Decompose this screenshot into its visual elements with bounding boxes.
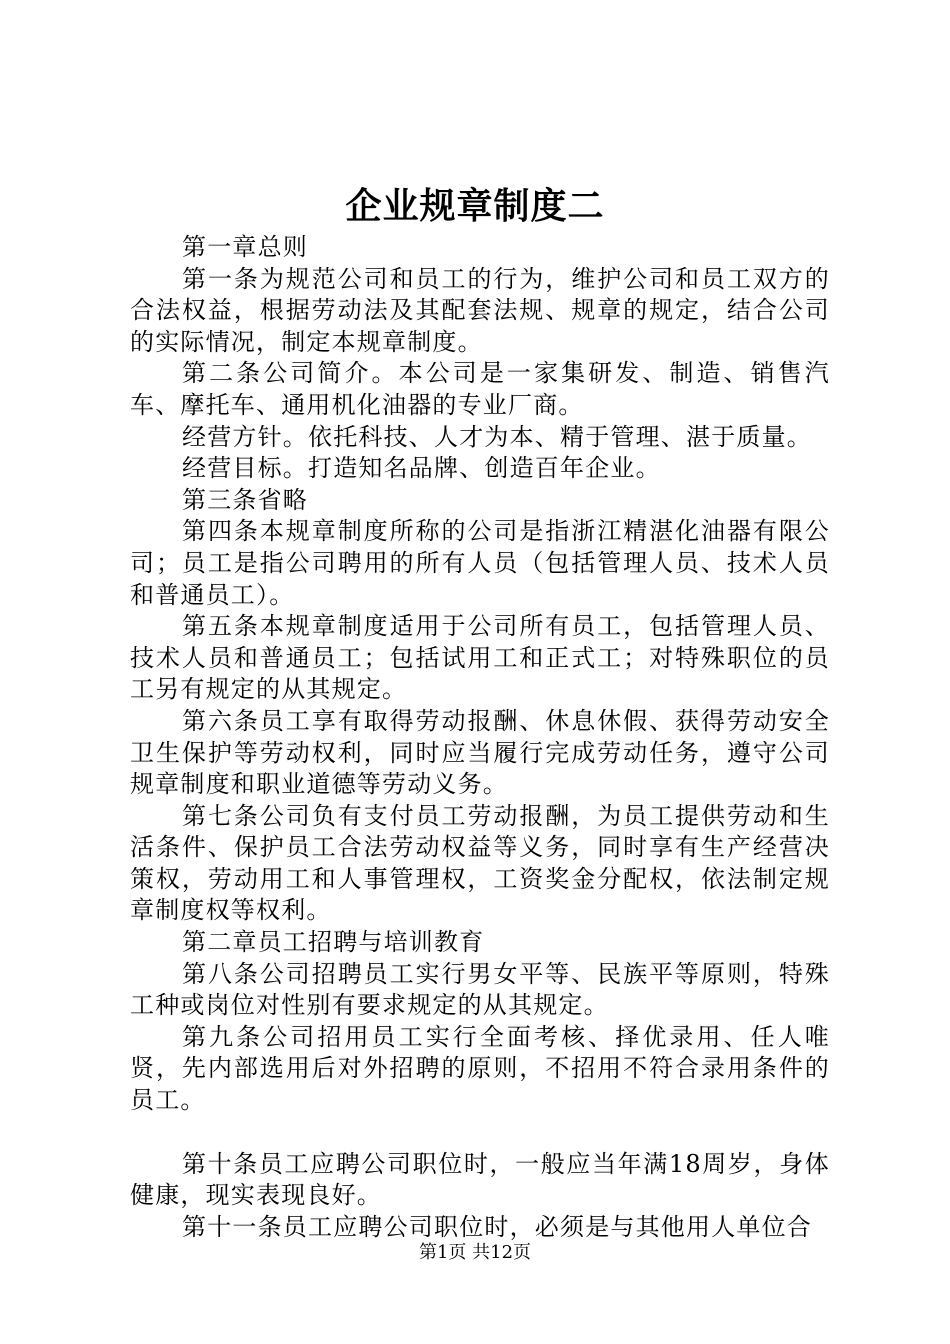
article-paragraph: 第四条本规章制度所称的公司是指浙江精湛化油器有限公司；员工是指公司聘用的所有人员（包括管理人员、技术人员和普通员工）。 xyxy=(130,517,830,609)
article-paragraph: 第三条省略 xyxy=(182,485,308,514)
article-paragraph: 经营方针。依托科技、人才为本、精于管理、湛于质量。 xyxy=(182,422,812,451)
article-paragraph: 第二条公司简介。本公司是一家集研发、制造、销售汽车、摩托车、通用机化油器的专业厂商。 xyxy=(130,359,830,419)
chapter-heading: 第二章员工招聘与培训教育 xyxy=(182,928,485,957)
blank-line xyxy=(130,1117,830,1149)
document-title: 企业规章制度二 xyxy=(345,185,605,227)
chapter-heading: 第一章总则 xyxy=(182,233,308,261)
article-paragraph: 第一条为规范公司和员工的行为，维护公司和员工双方的合法权益，根据劳动法及其配套法规、规章的规定，结合公司的实际情况，制定本规章制度。 xyxy=(130,264,830,356)
page-number-footer: 第1页 共12页 xyxy=(418,1242,532,1263)
article-paragraph: 第五条本规章制度适用于公司所有员工，包括管理人员、技术人员和普通员工；包括试用工和正式工；对特殊职位的员工另有规定的从其规定。 xyxy=(130,612,830,704)
article-paragraph: 第六条员工享有取得劳动报酬、休息休假、获得劳动安全卫生保护等劳动权利，同时应当履行完成劳动任务，遵守公司规章制度和职业道德等劳动义务。 xyxy=(130,706,830,799)
article-paragraph: 第七条公司负有支付员工劳动报酬，为员工提供劳动和生活条件、保护员工合法劳动权益等义务，同时享有生产经营决策权，劳动用工和人事管理权，工资奖金分配权，依法制定规章制度权等权利。 xyxy=(130,801,830,925)
article-paragraph: 第八条公司招聘员工实行男女平等、民族平等原则，特殊工种或岗位对性别有要求规定的从其规定。 xyxy=(130,959,830,1020)
article-paragraph: 经营目标。打造知名品牌、创造百年企业。 xyxy=(182,454,661,483)
article-paragraph: 第十条员工应聘公司职位时，一般应当年满18周岁，身体健康，现实表现良好。 xyxy=(130,1149,830,1210)
article-paragraph: 第九条公司招用员工实行全面考核、择优录用、任人唯贤，先内部选用后对外招聘的原则，不招用不符合录用条件的员工。 xyxy=(130,1022,830,1115)
article-paragraph: 第十一条员工应聘公司职位时，必须是与其他用人单位合 xyxy=(182,1212,812,1241)
document-body xyxy=(130,232,830,1243)
